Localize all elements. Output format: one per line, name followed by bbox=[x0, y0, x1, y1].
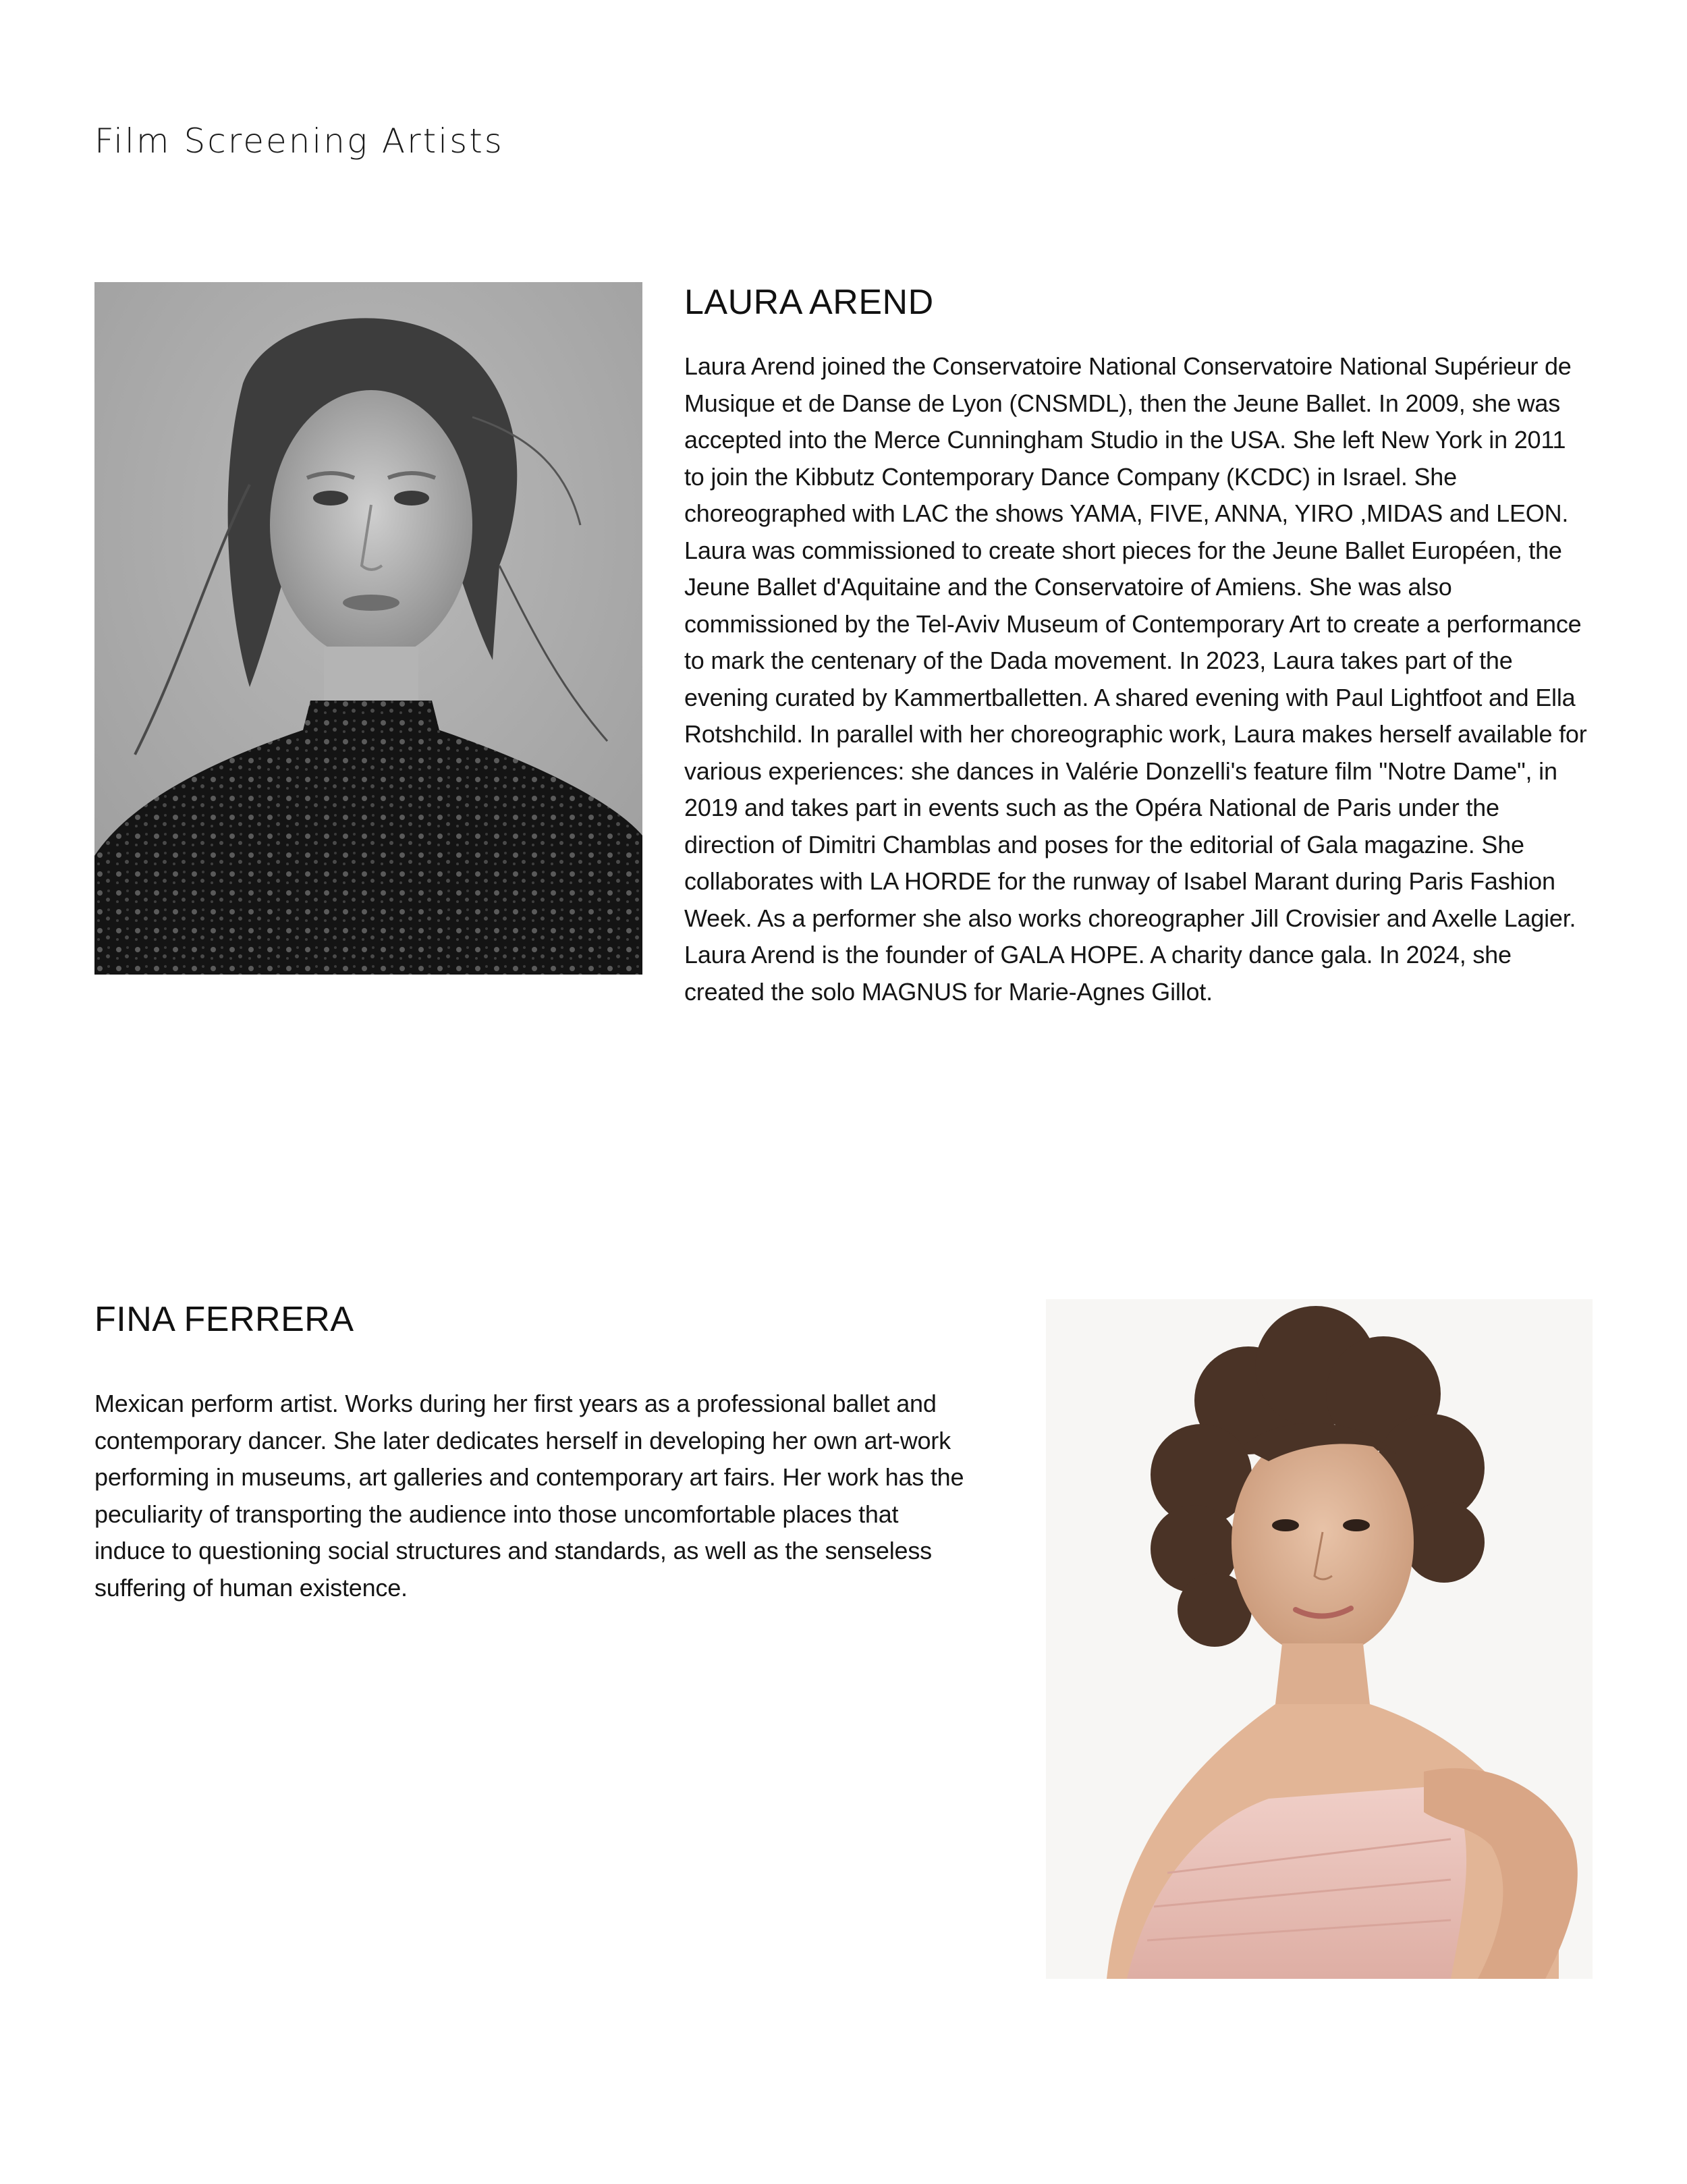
portrait-fina-ferrera bbox=[1046, 1299, 1593, 1979]
portrait-laura-arend bbox=[94, 282, 642, 975]
artist-name: LAURA AREND bbox=[684, 283, 934, 322]
artist-photo-laura-arend bbox=[94, 282, 642, 975]
artist-photo-fina-ferrera bbox=[1046, 1299, 1593, 1979]
artist-name: FINA FERRERA bbox=[94, 1300, 354, 1339]
artist-bio: Laura Arend joined the Conservatoire National Conservatoire National Supérieur de Musique et de Danse de Lyon (CNSMDL), then the Jeune Ballet. In 2009, she was accepted into the Merce Cunningham Studio in the USA. She left New York in 2011 to join the Kibbutz Contemporary Dance Company (KCDC) in Israel. She choreographed with LAC the shows YAMA, FIVE, ANNA, YIRO ,MIDAS and LEON. Laura was commissioned to create short pieces for the Jeune Ballet Européen, the Jeune Ballet d'Aquitaine and the Conservatoire of Amiens. She was also commissioned by the Tel-Aviv Museum of Contemporary Art to create a performance to mark the centenary of the Dada movement. In 2023, Laura takes part of the evening curated by Kammertballetten. A shared evening with Paul Lightfoot and Ella Rotshchild. In parallel with her choreographic work, Laura makes herself available for various experiences: she dances in Valérie Donzelli's feature film "Notre Dame", in 2019 and takes part in events such as the Opéra National de Paris under the direction of Dimitri Chamblas and poses for the editorial of Gala magazine. She collaborates with LA HORDE for the runway of Isabel Marant during Paris Fashion Week. As a performer she also works choreographer Jill Crovisier and Axelle Lagier. Laura Arend is the founder of GALA HOPE. A charity dance gala. In 2024, she created the solo MAGNUS for Marie-Agnes Gillot. bbox=[684, 352, 1587, 1006]
page-title: Film Screening Artists bbox=[94, 121, 504, 161]
artist-bio: Mexican perform artist. Works during her first years as a professional ballet and contemporary dancer. She later dedicates herself in developing her own art-work performing in museums, art galleries and contemporary art fairs. Her work has the peculiarity of transporting the audience into those uncomfortable places that induce to questioning social structures and standards, as well as the senseless suffering of human existence. bbox=[94, 1390, 964, 1602]
